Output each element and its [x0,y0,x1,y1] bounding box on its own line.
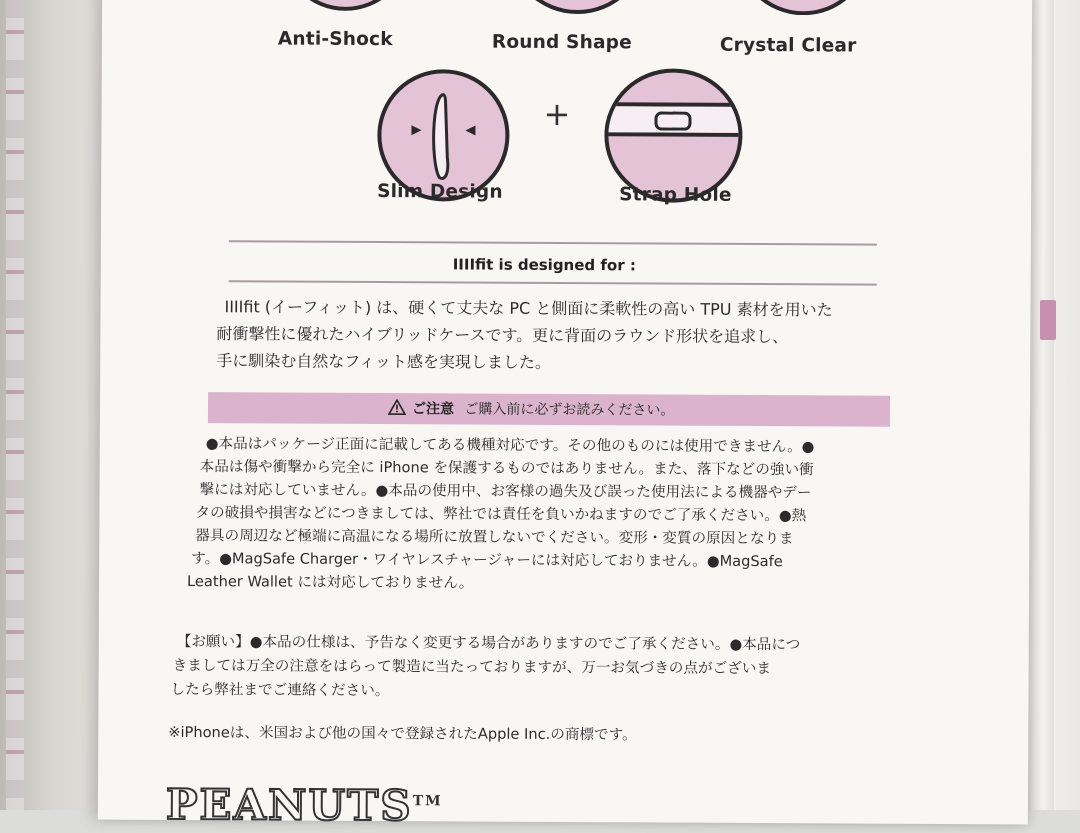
peanuts-logo-text: PEANUTS [165,779,413,831]
divider-top [229,240,877,245]
package-side-edge [6,0,24,810]
notes-line-4: タの破損や損害などにつきましては、弊社では責任を負いかねますのでご了承ください。●熱 [195,504,807,525]
warning-icon [388,399,406,419]
divider-bottom [229,280,877,285]
notes-line-2: 本品は傷や衝撃から完全に iPhone を保護するものではありません。また、落下などの強い衝 [199,458,814,479]
intro-line-1: IIIIfit (イーフィット) は、硬くて丈夫な PC と側面に柔軟性の高い TPU 素材を用いた [224,297,833,320]
request-line-1: 【お願い】●本品の仕様は、予告なく変更する場合がありますのでご了承ください。●本品につ [176,632,801,654]
anti-shock-label: Anti-Shock [277,28,393,51]
peanuts-logo [166,780,443,830]
trademark-symbol: TM [412,793,443,810]
package-back-panel [98,0,1032,831]
strap-hole-label: Strap Hole [619,184,732,206]
caution-heading: ご注意 [411,401,455,418]
trademark-note: ※iPhoneは、米国および他の国々で登録されたApple Inc.の商標です。 [168,723,637,744]
notes-line-7: Leather Wallet には対応しておりません。 [187,573,474,592]
intro-line-2: 耐衝撃性に優れたハイブリッドケースです。更に背面のラウンド形状を追求し、 [216,324,789,347]
package-pink-tab [1040,300,1056,340]
notes-line-5: 器具の周辺など極端に高温になる場所に放置しないでください。変形・変質の原因となりま [195,527,794,548]
round-shape-icon [507,0,647,14]
caution-banner-text [388,398,675,420]
package-fold [1028,0,1054,810]
notes-line-1: ●本品はパッケージ正面に記載してある機種対応です。その他のものには使用できません。● [205,435,815,456]
designed-for-heading: IIIIfit is designed for : [452,255,636,275]
anti-shock-icon [280,0,410,11]
plus-sign: + [543,94,571,134]
caution-message: ご購入前に必ずお読みください。 [464,401,675,419]
crystal-clear-icon [735,0,871,16]
notes-line-3: 撃には対応していません。●本品の使用中、お客様の過失及び誤った使用法による機器やデー [199,481,812,502]
slim-design-label: Slim Design [377,181,503,203]
request-line-2: きましては万全の注意をはらって製造に当たっておりますが、万一お気づきの点がございま [172,656,772,678]
strap-hole-icon [604,68,743,203]
round-shape-label: Round Shape [491,31,632,54]
intro-line-3: 手に馴染む自然なフィット感を実現しました。 [216,351,552,372]
crystal-clear-label: Crystal Clear [719,34,857,57]
notes-line-6: す。●MagSafe Charger・ワイヤレスチャージャーには対応しておりません。●MagSafe [191,550,783,571]
request-line-3: したら弊社までご連絡ください。 [170,680,390,700]
